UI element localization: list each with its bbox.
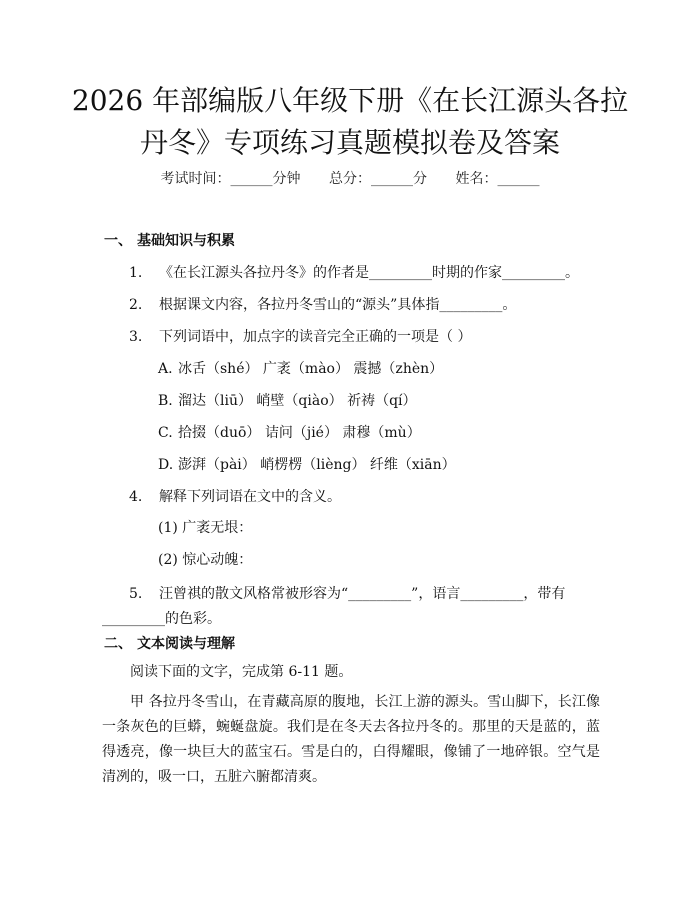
option-text: 冰舌（shé） 广袤（mào） 震撼（zhèn） xyxy=(178,361,444,377)
question-text: 汪曾祺的散文风格常被形容为“_________”，语言_________，带有_________的色彩。 xyxy=(102,586,566,627)
option-label: A. xyxy=(158,361,173,377)
option-c xyxy=(158,422,421,442)
page-title xyxy=(60,80,640,164)
section-number: 二、 xyxy=(104,636,132,652)
reading-passage: 甲 各拉丹冬雪山，在青藏高原的腹地，长江上游的源头。雪山脚下，长江像一条灰色的巨蟒，蜿蜒盘旋。我们是在冬天去各拉丹冬的。那里的天是蓝的，蓝得透亮，像一块巨大的蓝宝石。雪是白的，白得耀眼，像铺了一地碎银。空气是清冽的，吸一口，五脏六腑都清爽。 xyxy=(102,694,600,785)
question-text: 下列词语中，加点字的读音完全正确的一项是（ ） xyxy=(159,329,472,345)
question-4-sub-1: (1) 广袤无垠： xyxy=(158,520,253,536)
question-text: 解释下列词语在文中的含义。 xyxy=(159,489,341,505)
option-label: C. xyxy=(158,425,173,441)
section-title: 文本阅读与理解 xyxy=(137,636,235,652)
question-4-sub-2: (2) 惊心动魄： xyxy=(158,552,253,568)
option-text: 澎湃（pài） 峭楞楞（lièng） 纤维（xiān） xyxy=(178,457,456,473)
section-heading-2 xyxy=(104,633,235,653)
reading-instruction: 阅读下面的文字，完成第 6-11 题。 xyxy=(130,664,353,680)
question-2 xyxy=(129,294,516,314)
option-b xyxy=(158,390,417,410)
exam-meta xyxy=(0,168,700,188)
title-line-1: 2026 年部编版八年级下册《在长江源头各拉 xyxy=(71,84,629,117)
option-label: B. xyxy=(158,393,173,409)
section-number: 一、 xyxy=(104,233,132,249)
question-3 xyxy=(129,326,471,346)
option-a xyxy=(158,358,443,378)
question-5 xyxy=(102,582,600,632)
question-1 xyxy=(129,262,579,282)
exam-time: 考试时间：______分钟 xyxy=(160,171,301,187)
option-text: 拾掇（duō） 诘问（jié） 肃穆（mù） xyxy=(178,425,421,441)
question-number: 3. xyxy=(129,329,143,345)
question-4 xyxy=(129,486,341,506)
section-title: 基础知识与积累 xyxy=(137,233,235,249)
option-label: D. xyxy=(158,457,174,473)
option-d xyxy=(158,454,456,474)
option-text: 溜达（liū） 峭壁（qiào） 祈祷（qí） xyxy=(178,393,417,409)
student-name: 姓名：______ xyxy=(455,171,540,187)
question-number: 4. xyxy=(129,489,143,505)
section-heading-1 xyxy=(104,230,235,250)
question-number: 1. xyxy=(129,265,143,281)
total-score: 总分：______分 xyxy=(329,171,427,187)
question-number: 5. xyxy=(129,586,143,602)
question-text: 《在长江源头各拉丹冬》的作者是_________时期的作家_________。 xyxy=(159,265,579,281)
title-line-2: 丹冬》专项练习真题模拟卷及答案 xyxy=(139,126,560,159)
question-number: 2. xyxy=(129,297,143,313)
question-text: 根据课文内容，各拉丹冬雪山的“源头”具体指_________。 xyxy=(159,297,517,313)
